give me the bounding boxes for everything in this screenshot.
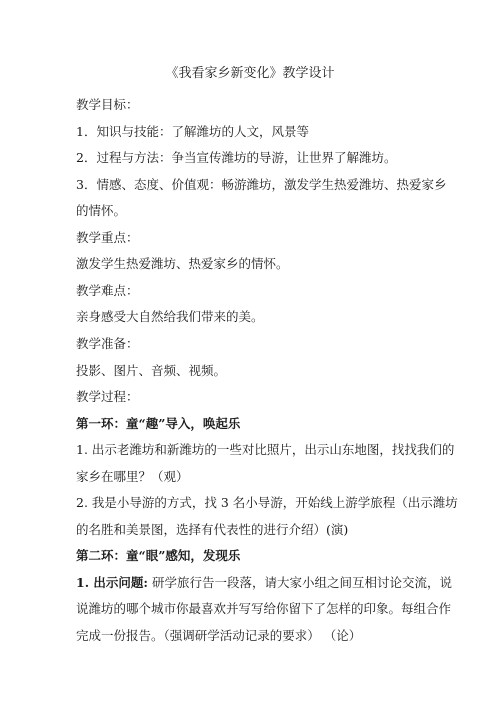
objective-knowledge: 1．知识与技能：了解潍坊的人文，风景等 [76, 124, 309, 139]
objective-process: 2．过程与方法：争当宣传潍坊的导游，让世界了解潍坊。 [76, 150, 397, 165]
process-heading: 教学过程： [76, 389, 139, 404]
key-point-text: 激发学生热爱潍坊、热爱家乡的情怀。 [76, 256, 289, 271]
step2-item1-line2: 说潍坊的哪个城市你最喜欢并写写给你留下了怎样的印象。每组合作 [76, 601, 452, 616]
document-title: 《我看家乡新变化》教学设计 [165, 66, 335, 81]
difficulty-text: 亲身感受大自然给我们带来的美。 [76, 309, 264, 324]
objective-emotion-line1: 3．情感、态度、价值观：畅游潍坊，激发学生热爱潍坊、热爱家乡 [76, 177, 447, 192]
step2-item1-line1 [76, 575, 452, 591]
step1-item2-line1: 2. 我是小导游的方式，找 3 名小导游，开始线上游学旅程（出示潍坊 [76, 495, 458, 510]
step2-item1-line1-text: 研学旅行告一段落，请大家小组之间互相讨论交流，说 [148, 575, 452, 590]
key-point-heading: 教学重点： [76, 230, 139, 245]
step2-heading: 第二环：童“眼”感知，发现乐 [76, 548, 241, 563]
preparation-heading: 教学准备： [76, 336, 139, 351]
objective-emotion-line2: 的情怀。 [76, 203, 127, 218]
objectives-heading: 教学目标： [76, 97, 139, 112]
difficulty-heading: 教学难点： [76, 283, 139, 298]
step1-item1-line1: 1. 出示老潍坊和新潍坊的一些对比照片，出示山东地图，找找我们的 [76, 442, 455, 457]
preparation-text: 投影、图片、音频、视频。 [76, 363, 227, 378]
step1-heading: 第一环：童“趣”导入，唤起乐 [76, 416, 241, 431]
step1-item1-line2: 家乡在哪里？（观） [76, 469, 189, 484]
step1-item2-line2: 的名胜和美景图，选择有代表性的进行介绍）(演) [76, 522, 349, 537]
step2-item1-label: 1. 出示问题: [76, 575, 149, 590]
step2-item1-line3: 完成一份报告。（强调研学活动记录的要求） （论） [76, 628, 362, 643]
